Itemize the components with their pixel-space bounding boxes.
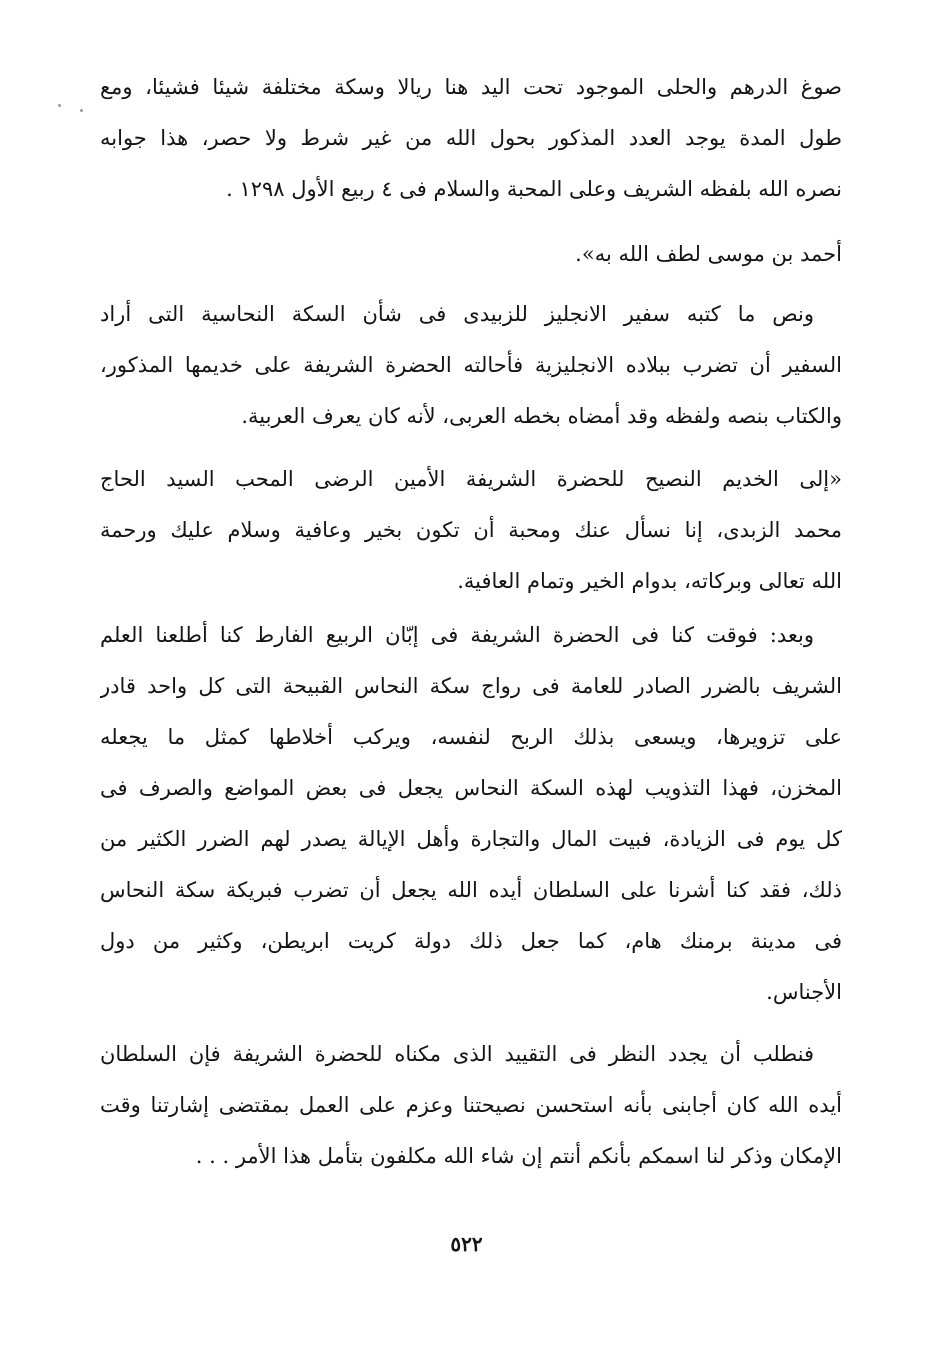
page-number: ٥٢٢ [450,1232,483,1256]
paragraph-letter-body [100,610,842,1018]
text-line: الإمكان وذكر لنا اسمكم بأنكم أنتم إن شاء الله مكلفون بتأمل هذا الأمر . . . [195,1144,842,1168]
text-line: نصره الله بلفظه الشريف وعلى المحبة والسلام فى ٤ ربيع الأول ١٢٩٨ . [226,177,842,201]
text-line: الله تعالى وبركاته، بدوام الخير وتمام العافية. [457,569,842,593]
text-line: «إلى الخديم النصيح للحضرة الشريفة الأمين الرضى المحب السيد الحاج [100,467,842,491]
text-line: ونص ما كتبه سفير الانجليز للزبيدى فى شأن السكة النحاسية التى أراد [100,302,814,326]
text-line: طول المدة يوجد العدد المذكور بحول الله من غير شرط ولا حصر، هذا جوابه [100,126,842,150]
text-line: أيده الله كان أجابنى بأنه استحسن نصيحتنا وعزم على العمل بمقتضى إشارتنا وقت [100,1093,842,1117]
text-line: المخزن، فهذا التذويب لهذه السكة النحاس يجعل فى بعض المواضع والصرف فى [100,776,842,800]
text-line: على تزويرها، ويسعى بذلك الربح لنفسه، ويركب أخلاطها كمثل ما يجعله [100,725,842,749]
text-line: الأجناس. [766,980,842,1004]
text-line: محمد الزبدى، إنا نسأل عنك ومحبة أن تكون بخير وعافية وسلام عليك ورحمة [100,518,842,542]
text-line: صوغ الدرهم والحلى الموجود تحت اليد هنا ريالا وسكة مختلفة شيئا فشيئا، ومع [100,75,842,99]
paragraph-letter-request [100,1029,842,1182]
paragraph-letter-ending [100,62,842,215]
paragraph-signature [100,229,842,280]
paragraph-ambassador-intro [100,289,842,442]
text-line: كل يوم فى الزيادة، فبيت المال والتجارة وأهل الإيالة يصدر لهم الضرر الكثير من [100,827,842,851]
text-line: وبعد: فوقت كنا فى الحضرة الشريفة فى إبّان الربيع الفارط كنا أطلعنا العلم [100,623,814,647]
text-line: ذلك، فقد كنا أشرنا على السلطان أيده الله يجعل أن تضرب فبريكة سكة النحاس [100,878,842,902]
text-line: والكتاب بنصه ولفظه وقد أمضاه بخطه العربى، لأنه كان يعرف العربية. [241,404,842,428]
text-line: أحمد بن موسى لطف الله به». [575,242,842,266]
paragraph-letter-greeting [100,454,842,607]
text-line: فنطلب أن يجدد النظر فى التقييد الذى مكناه للحضرة الشريفة فإن السلطان [100,1042,814,1066]
scan-speck [58,104,61,107]
text-line: فى مدينة برمنك هام، كما جعل ذلك دولة كريت ابريطن، وكثير من دول [100,929,842,953]
text-line: السفير أن تضرب ببلاده الانجليزية فأحالته الحضرة الشريفة على خديمها المذكور، [100,353,842,377]
text-line: الشريف بالضرر الصادر للعامة فى رواج سكة النحاس القبيحة التى كل واحد قادر [100,674,842,698]
scan-speck [80,109,83,112]
